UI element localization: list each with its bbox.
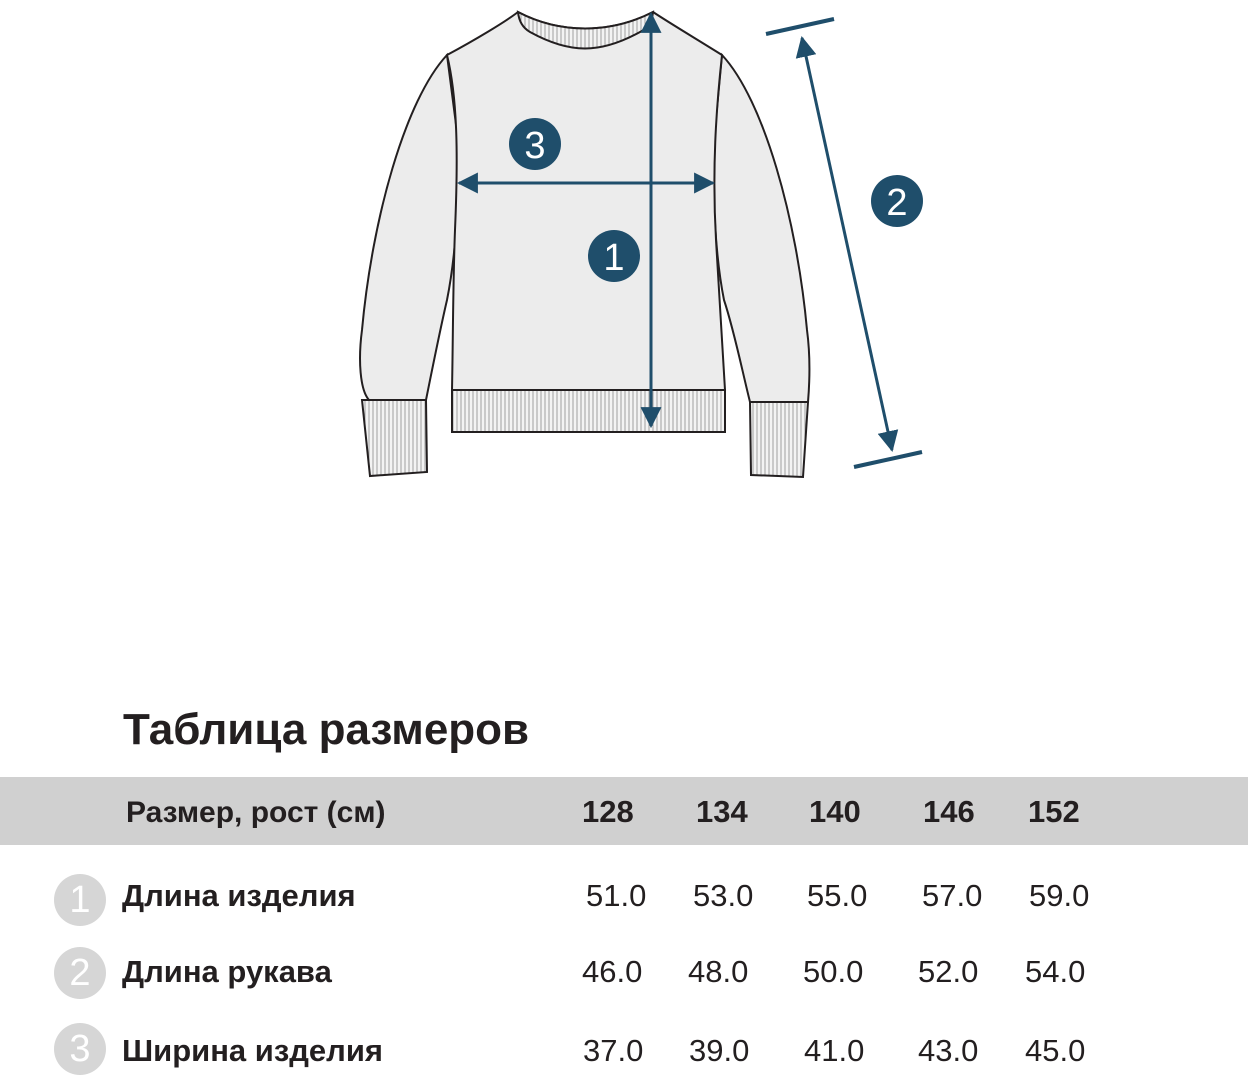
row-number-badge: 1 xyxy=(54,874,106,926)
marker-1-label: 1 xyxy=(603,237,625,279)
row-value: 46.0 xyxy=(582,954,643,989)
header-size-134: 134 xyxy=(696,794,748,829)
row-value: 37.0 xyxy=(583,1033,644,1068)
marker-2-label: 2 xyxy=(886,182,908,224)
row-value: 48.0 xyxy=(688,954,749,989)
right-cuff xyxy=(750,402,808,477)
waistband-rib xyxy=(452,390,725,432)
row-value: 50.0 xyxy=(803,954,864,989)
right-sleeve xyxy=(713,55,809,402)
marker-2 xyxy=(871,175,923,227)
row-value: 54.0 xyxy=(1025,954,1086,989)
left-cuff xyxy=(362,400,427,476)
row-value: 52.0 xyxy=(918,954,979,989)
size-table-title: Таблица размеров xyxy=(123,705,530,754)
measure-sleeve-cap-top xyxy=(766,19,834,34)
row-label: Длина рукава xyxy=(122,954,332,989)
row-label: Длина изделия xyxy=(122,878,356,913)
row-number-badge: 2 xyxy=(54,947,106,999)
row-label: Ширина изделия xyxy=(122,1033,384,1068)
row-value: 59.0 xyxy=(1029,878,1090,913)
marker-3-label: 3 xyxy=(524,125,546,167)
row-value: 57.0 xyxy=(922,878,983,913)
header-label: Размер, рост (см) xyxy=(126,796,386,829)
left-sleeve xyxy=(360,55,458,400)
row-value: 41.0 xyxy=(804,1033,865,1068)
row-value: 45.0 xyxy=(1025,1033,1086,1068)
header-size-152: 152 xyxy=(1028,794,1080,829)
row-value: 43.0 xyxy=(918,1033,979,1068)
sweatshirt-body xyxy=(447,12,725,390)
header-size-146: 146 xyxy=(923,794,975,829)
marker-1 xyxy=(588,230,640,282)
row-value: 55.0 xyxy=(807,878,868,913)
row-value: 51.0 xyxy=(586,878,647,913)
header-size-140: 140 xyxy=(809,794,861,829)
measure-sleeve-cap-bottom xyxy=(854,452,922,467)
row-value: 53.0 xyxy=(693,878,754,913)
row-value: 39.0 xyxy=(689,1033,750,1068)
row-number-badge: 3 xyxy=(54,1023,106,1075)
measure-sleeve-line xyxy=(802,38,892,450)
header-size-128: 128 xyxy=(582,794,634,829)
marker-3 xyxy=(509,118,561,170)
